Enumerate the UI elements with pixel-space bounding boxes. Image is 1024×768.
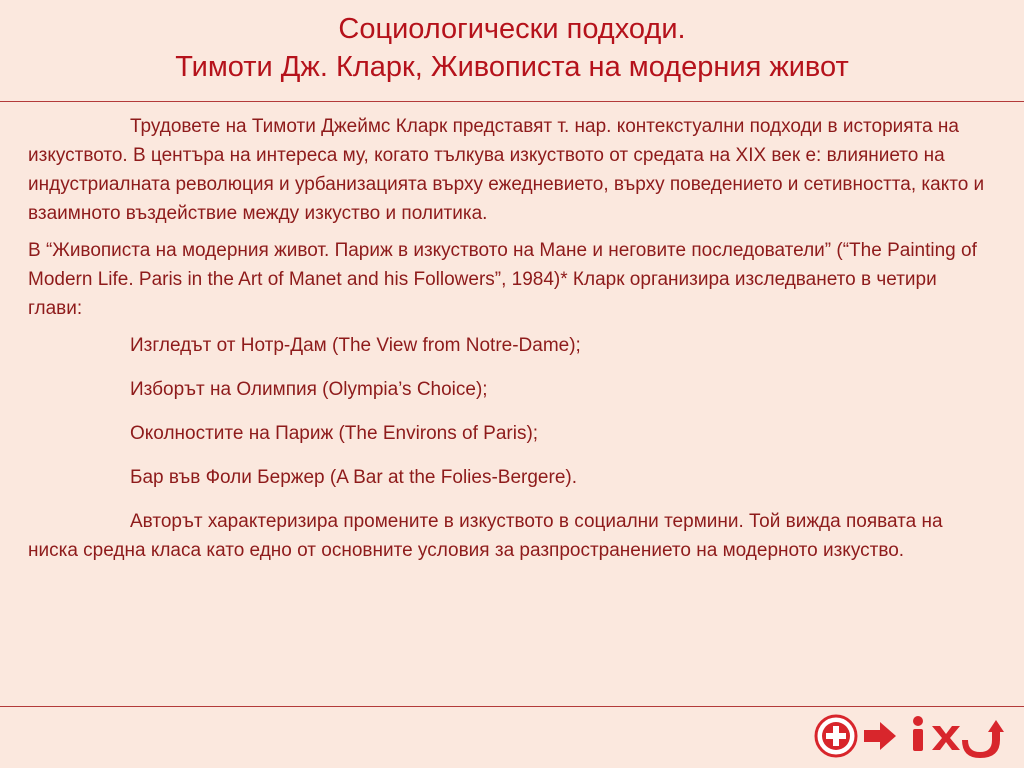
return-arrow-icon[interactable]: [962, 720, 1004, 758]
paragraph-intro: Трудовете на Тимоти Джеймс Кларк представят т. нар. контекстуални подходи в историята на изкуството. В центъра на интереса му, когато тълкува изкуството от средата на XIX век е: влиянието на индустриалната революция и урбанизацията върху ежедневието, върху поведението и сетивността, както и взаимното въздействие между изкуство и политика.: [28, 116, 985, 224]
info-icon[interactable]: [913, 716, 923, 751]
home-icon[interactable]: [816, 716, 856, 756]
next-arrow-icon[interactable]: [864, 722, 896, 750]
slide-title: [0, 10, 1024, 86]
chapter-item: Бар във Фоли Бержер (A Bar at the Folies-Bergere).: [130, 467, 577, 488]
slide-body: [28, 112, 988, 573]
chapter-item: Околностите на Париж (The Environs of Paris);: [130, 423, 539, 444]
chapter-item: Изборът на Олимпия (Olympia’s Choice);: [130, 379, 488, 400]
navigation-bar: [812, 712, 1012, 760]
close-icon[interactable]: [932, 726, 960, 750]
paragraph-conclusion: Авторът характеризира промените в изкуството в социални термини. Той вижда появата на ниска средна класа като едно от основните условия за разпространението на модерното изкуство.: [28, 511, 943, 561]
top-divider: [0, 101, 1024, 102]
title-line-2: Тимоти Дж. Кларк, Живописта на модерния живот: [175, 51, 849, 83]
bottom-divider: [0, 706, 1024, 707]
paragraph-book: В “Живописта на модерния живот. Париж в изкуството на Мане и неговите последователи” (“The Painting of Modern Life. Paris in the Art of Manet and his Followers”, 1984)* Кларк организира изследването в четири глави:: [28, 240, 977, 319]
chapter-item: Изгледът от Нотр-Дам (The View from Notre-Dame);: [130, 335, 581, 356]
title-line-1: Социологически подходи.: [338, 13, 686, 45]
